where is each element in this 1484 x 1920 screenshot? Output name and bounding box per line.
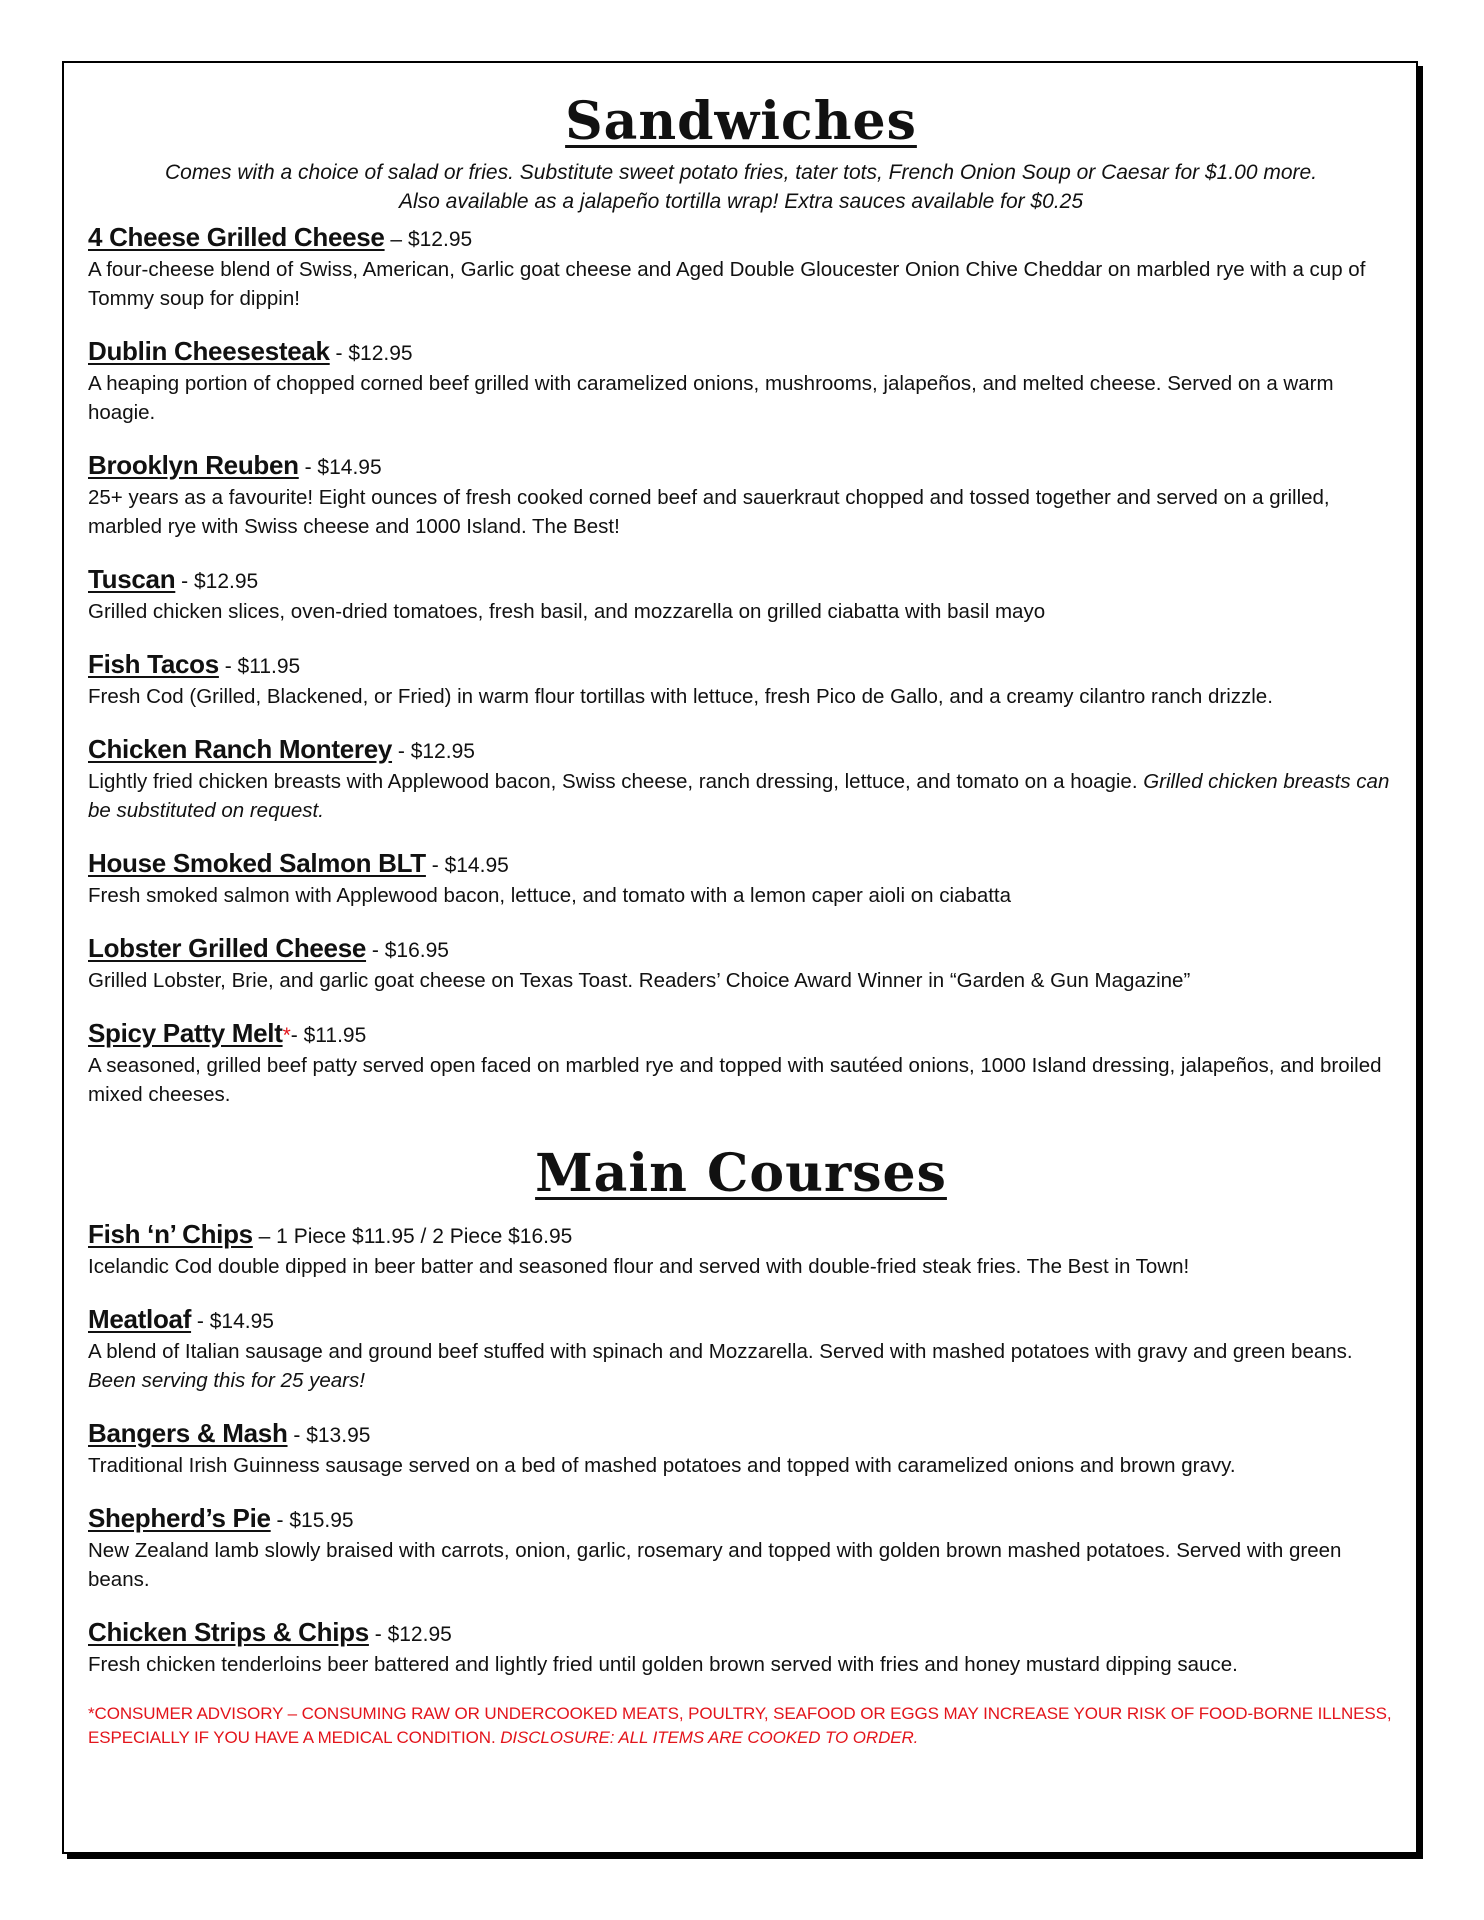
item-price: - $16.95 bbox=[366, 938, 449, 962]
menu-content bbox=[88, 91, 1394, 1750]
menu-frame bbox=[62, 61, 1418, 1854]
item-description: Grilled chicken slices, oven-dried tomatoes, fresh basil, and mozzarella on grilled ciabatta with basil mayo bbox=[88, 599, 1046, 623]
menu-item bbox=[88, 564, 1394, 626]
item-description: Fresh Cod (Grilled, Blackened, or Fried) in warm flour tortillas with lettuce, fresh Pico de Gallo, and a creamy cilantro ranch drizzle. bbox=[88, 684, 1273, 708]
menu-item bbox=[88, 1503, 1394, 1594]
item-price: - $13.95 bbox=[287, 1424, 371, 1448]
item-price: - $11.95 bbox=[290, 1023, 367, 1047]
item-name: House Smoked Salmon BLT bbox=[88, 847, 426, 878]
item-price: - $12.95 bbox=[368, 1623, 452, 1647]
item-description: Lightly fried chicken breasts with Applewood bacon, Swiss cheese, ranch dressing, lettuce, and tomato on a hoagie. bbox=[88, 769, 1144, 793]
menu-item bbox=[88, 933, 1394, 995]
item-name: Bangers & Mash bbox=[88, 1418, 288, 1449]
item-description: Fresh chicken tenderloins beer battered and lightly fried until golden brown served with fries and honey mustard dipping sauce. bbox=[88, 1653, 1238, 1677]
item-name: Spicy Patty Melt bbox=[88, 1017, 283, 1048]
menu-item bbox=[88, 1418, 1394, 1480]
item-price: – 1 Piece $11.95 / 2 Piece $16.95 bbox=[252, 1225, 573, 1249]
item-price: – $12.95 bbox=[384, 227, 473, 251]
item-name: Dublin Cheesesteak bbox=[88, 335, 330, 366]
sandwiches-subtitle bbox=[88, 158, 1394, 216]
item-price: - $14.95 bbox=[191, 1310, 274, 1334]
menu-item bbox=[88, 222, 1394, 313]
item-name: Chicken Strips & Chips bbox=[88, 1617, 369, 1648]
menu-item bbox=[88, 649, 1394, 711]
item-price: - $11.95 bbox=[218, 654, 301, 678]
item-description: A four-cheese blend of Swiss, American, Garlic goat cheese and Aged Double Gloucester Onion Chive Cheddar on marbled rye with a cup of Tommy soup for dippin! bbox=[88, 257, 1366, 310]
item-description: A blend of Italian sausage and ground beef stuffed with spinach and Mozzarella. Served with mashed potatoes with gravy and green beans. bbox=[88, 1340, 1353, 1364]
item-price: - $12.95 bbox=[329, 341, 413, 365]
main-courses-title: Main Courses bbox=[535, 1142, 947, 1204]
menu-item bbox=[88, 1617, 1394, 1679]
item-note: Grilled chicken breasts can be substituted on request. bbox=[88, 769, 1390, 822]
item-name: 4 Cheese Grilled Cheese bbox=[88, 221, 385, 252]
main-courses-list bbox=[88, 1219, 1394, 1679]
item-price: - $14.95 bbox=[425, 853, 509, 877]
item-name: Tuscan bbox=[88, 563, 176, 594]
advisory-text: *CONSUMER ADVISORY – CONSUMING RAW OR UNDERCOOKED MEATS, POULTRY, SEAFOOD OR EGGS MAY INCREASE YOUR RISK OF FOOD-BORNE ILLNESS, ESPECIALLY IF YOU HAVE A MEDICAL CONDITION. bbox=[88, 1704, 1392, 1748]
menu-item bbox=[88, 1304, 1394, 1395]
consumer-advisory bbox=[88, 1702, 1394, 1750]
item-description: Grilled Lobster, Brie, and garlic goat cheese on Texas Toast. Readers’ Choice Award Winner in “Garden & Gun Magazine” bbox=[88, 968, 1191, 992]
sandwiches-subtitle-line2: Also available as a jalapeño tortilla wrap! Extra sauces available for $0.25 bbox=[398, 189, 1084, 213]
item-description: A heaping portion of chopped corned beef grilled with caramelized onions, mushrooms, jalapeños, and melted cheese. Served on a warm hoagie. bbox=[88, 371, 1334, 424]
sandwiches-list bbox=[88, 222, 1394, 1109]
menu-item bbox=[88, 1018, 1394, 1109]
item-description: New Zealand lamb slowly braised with carrots, onion, garlic, rosemary and topped with golden brown mashed potatoes. Served with green beans. bbox=[88, 1539, 1342, 1592]
main-courses-heading bbox=[88, 1142, 1394, 1204]
item-price: - $12.95 bbox=[175, 569, 259, 593]
item-description: Fresh smoked salmon with Applewood bacon, lettuce, and tomato with a lemon caper aioli on ciabatta bbox=[88, 883, 1012, 907]
item-note: Been serving this for 25 years! bbox=[88, 1369, 365, 1393]
item-description: 25+ years as a favourite! Eight ounces of fresh cooked corned beef and sauerkraut chopped and tossed together and served on a grilled, marbled rye with Swiss cheese and 1000 Island. The Best! bbox=[88, 485, 1330, 538]
item-description: Icelandic Cod double dipped in beer batter and seasoned flour and served with double-fried steak fries. The Best in Town! bbox=[88, 1255, 1190, 1279]
item-name: Shepherd’s Pie bbox=[88, 1503, 271, 1534]
sandwiches-heading bbox=[88, 91, 1394, 152]
item-name: Chicken Ranch Monterey bbox=[88, 733, 393, 764]
item-price: - $12.95 bbox=[392, 739, 475, 763]
sandwiches-subtitle-line1: Comes with a choice of salad or fries. Substitute sweet potato fries, tater tots, French Onion Soup or Caesar for $1.00 more. bbox=[164, 160, 1318, 184]
item-name: Meatloaf bbox=[88, 1304, 192, 1335]
menu-item bbox=[88, 336, 1394, 427]
item-price: - $15.95 bbox=[270, 1509, 354, 1533]
menu-item bbox=[88, 734, 1394, 825]
item-description: A seasoned, grilled beef patty served open faced on marbled rye and topped with sautéed onions, 1000 Island dressing, jalapeños, and broiled mixed cheeses. bbox=[88, 1053, 1382, 1106]
item-name: Fish Tacos bbox=[88, 648, 219, 679]
menu-item bbox=[88, 450, 1394, 541]
item-name: Lobster Grilled Cheese bbox=[88, 932, 367, 963]
menu-item bbox=[88, 848, 1394, 910]
item-name: Fish ‘n’ Chips bbox=[88, 1219, 253, 1250]
item-description: Traditional Irish Guinness sausage served on a bed of mashed potatoes and topped with caramelized onions and brown gravy. bbox=[88, 1454, 1236, 1478]
advisory-asterisk: * bbox=[282, 1023, 291, 1047]
sandwiches-title: Sandwiches bbox=[565, 91, 917, 152]
item-price: - $14.95 bbox=[298, 455, 382, 479]
disclosure-text: DISCLOSURE: ALL ITEMS ARE COOKED TO ORDER. bbox=[500, 1728, 919, 1748]
item-name: Brooklyn Reuben bbox=[88, 449, 299, 480]
menu-item bbox=[88, 1219, 1394, 1281]
